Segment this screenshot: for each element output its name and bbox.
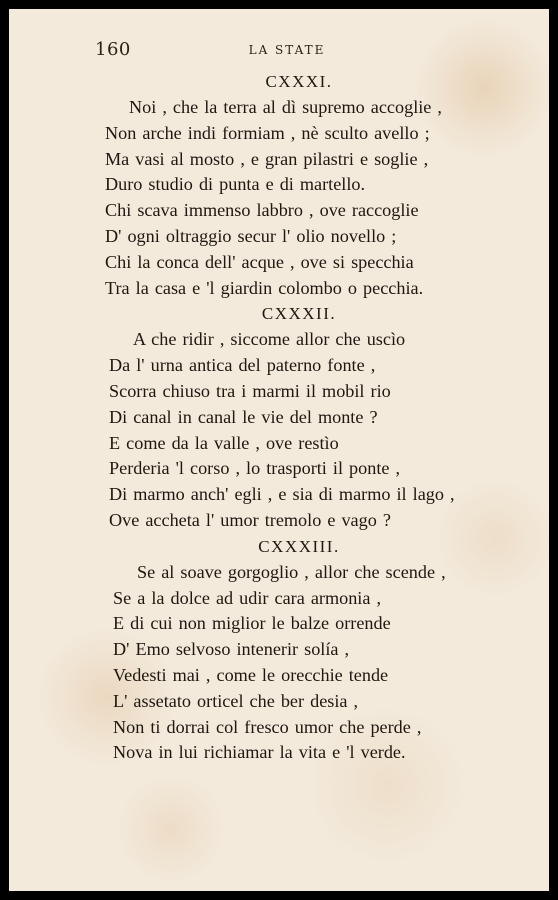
verse-line: A che ridir , siccome allor che uscìo xyxy=(133,329,406,350)
verse-line: D' ogni oltraggio secur l' olio novello ; xyxy=(105,225,397,246)
verse-line: Se a la dolce ad udir cara armonia , xyxy=(113,587,382,608)
page-header xyxy=(9,39,549,67)
stanza-cxxxi xyxy=(9,69,549,301)
verse-line: Perderia 'l corso , lo trasporti il ponte , xyxy=(109,458,401,479)
stanza-number: CXXXII. xyxy=(261,304,337,324)
stanza-cxxxiii xyxy=(9,534,549,766)
verse-line: E come da la valle , ove restìo xyxy=(109,432,339,453)
stanza-number: CXXXIII. xyxy=(258,536,340,556)
page-number: 160 xyxy=(95,39,131,60)
verse-line: Da l' urna antica del paterno fonte , xyxy=(109,355,376,376)
verse-line: Ma vasi al mosto , e gran pilastri e soglie , xyxy=(105,148,429,169)
verse-line: Non arche indi formiam , nè sculto avello ; xyxy=(105,122,430,143)
verse-line: Duro studio di punta e di martello. xyxy=(105,174,366,195)
verse-line: Scorra chiuso tra i marmi il mobil rio xyxy=(109,380,391,401)
poem-text xyxy=(9,69,549,766)
book-page xyxy=(9,9,549,891)
verse-line: Se al soave gorgoglio , allor che scende , xyxy=(137,561,446,582)
verse-line: Non ti dorrai col fresco umor che perde , xyxy=(113,716,422,737)
verse-line: Nova in lui richiamar la vita e 'l verde. xyxy=(113,742,406,763)
verse-line: Chi scava immenso labbro , ove raccoglie xyxy=(105,200,419,221)
verse-line: Chi la conca dell' acque , ove si specchia xyxy=(105,251,414,272)
verse-line: E di cui non miglior le balze orrende xyxy=(113,613,391,634)
verse-line: Tra la casa e 'l giardin colombo o pecchia. xyxy=(105,277,424,298)
stanza-number: CXXXI. xyxy=(265,72,333,91)
verse-line: Vedesti mai , come le orecchie tende xyxy=(113,664,389,685)
verse-line: Di canal in canal le vie del monte ? xyxy=(109,406,378,427)
verse-line: Noi , che la terra al dì supremo accoglie , xyxy=(129,97,442,117)
verse-line: Di marmo anch' egli , e sia di marmo il lago , xyxy=(109,484,455,505)
running-head: LA STATE xyxy=(248,43,326,57)
verse-line: D' Emo selvoso intenerir solía , xyxy=(113,639,350,660)
verse-line: L' assetato orticel che ber desia , xyxy=(113,690,359,711)
verse-line: Ove accheta l' umor tremolo e vago ? xyxy=(109,509,391,530)
stanza-cxxxii xyxy=(9,301,549,533)
